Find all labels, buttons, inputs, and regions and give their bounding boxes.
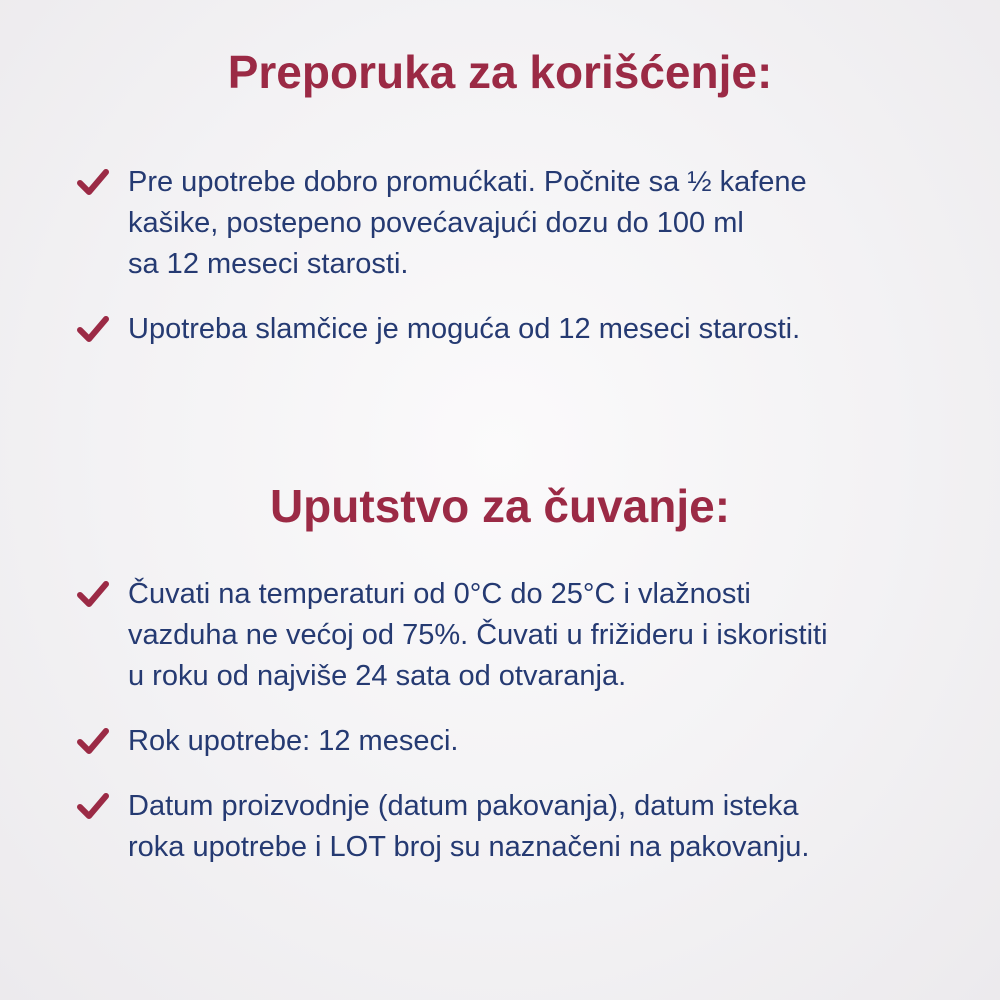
- list-item-text: Datum proizvodnje (datum pakovanja), datum isteka roka upotrebe i LOT broj su naznačeni na pakovanju.: [128, 790, 810, 863]
- list-item-text: Upotreba slamčice je moguća od 12 meseci starosti.: [128, 313, 801, 345]
- list-item: [0, 786, 1000, 868]
- checkmark-icon: [77, 792, 109, 820]
- checkmark-icon: [77, 168, 109, 196]
- storage-list: [0, 574, 1000, 892]
- list-item: [0, 309, 1000, 350]
- usage-section-title: Preporuka za korišćenje:: [227, 46, 773, 98]
- list-item: [0, 162, 1000, 285]
- checkmark-icon: [77, 315, 109, 343]
- checkmark-icon: [77, 580, 109, 608]
- storage-section-title: Uputstvo za čuvanje:: [269, 480, 731, 532]
- usage-list: [0, 162, 1000, 374]
- list-item: [0, 574, 1000, 697]
- list-item-text: Čuvati na temperaturi od 0°C do 25°C i vlažnosti vazduha ne većoj od 75%. Čuvati u frižideru i iskoristiti u roku od najviše 24 sata od otvaranja.: [128, 578, 828, 692]
- list-item-text: Pre upotrebe dobro promućkati. Počnite sa ½ kafene kašike, postepeno povećavajući dozu do 100 ml sa 12 meseci starosti.: [128, 166, 807, 280]
- list-item-text: Rok upotrebe: 12 meseci.: [128, 725, 459, 757]
- list-item: [0, 721, 1000, 762]
- checkmark-icon: [77, 727, 109, 755]
